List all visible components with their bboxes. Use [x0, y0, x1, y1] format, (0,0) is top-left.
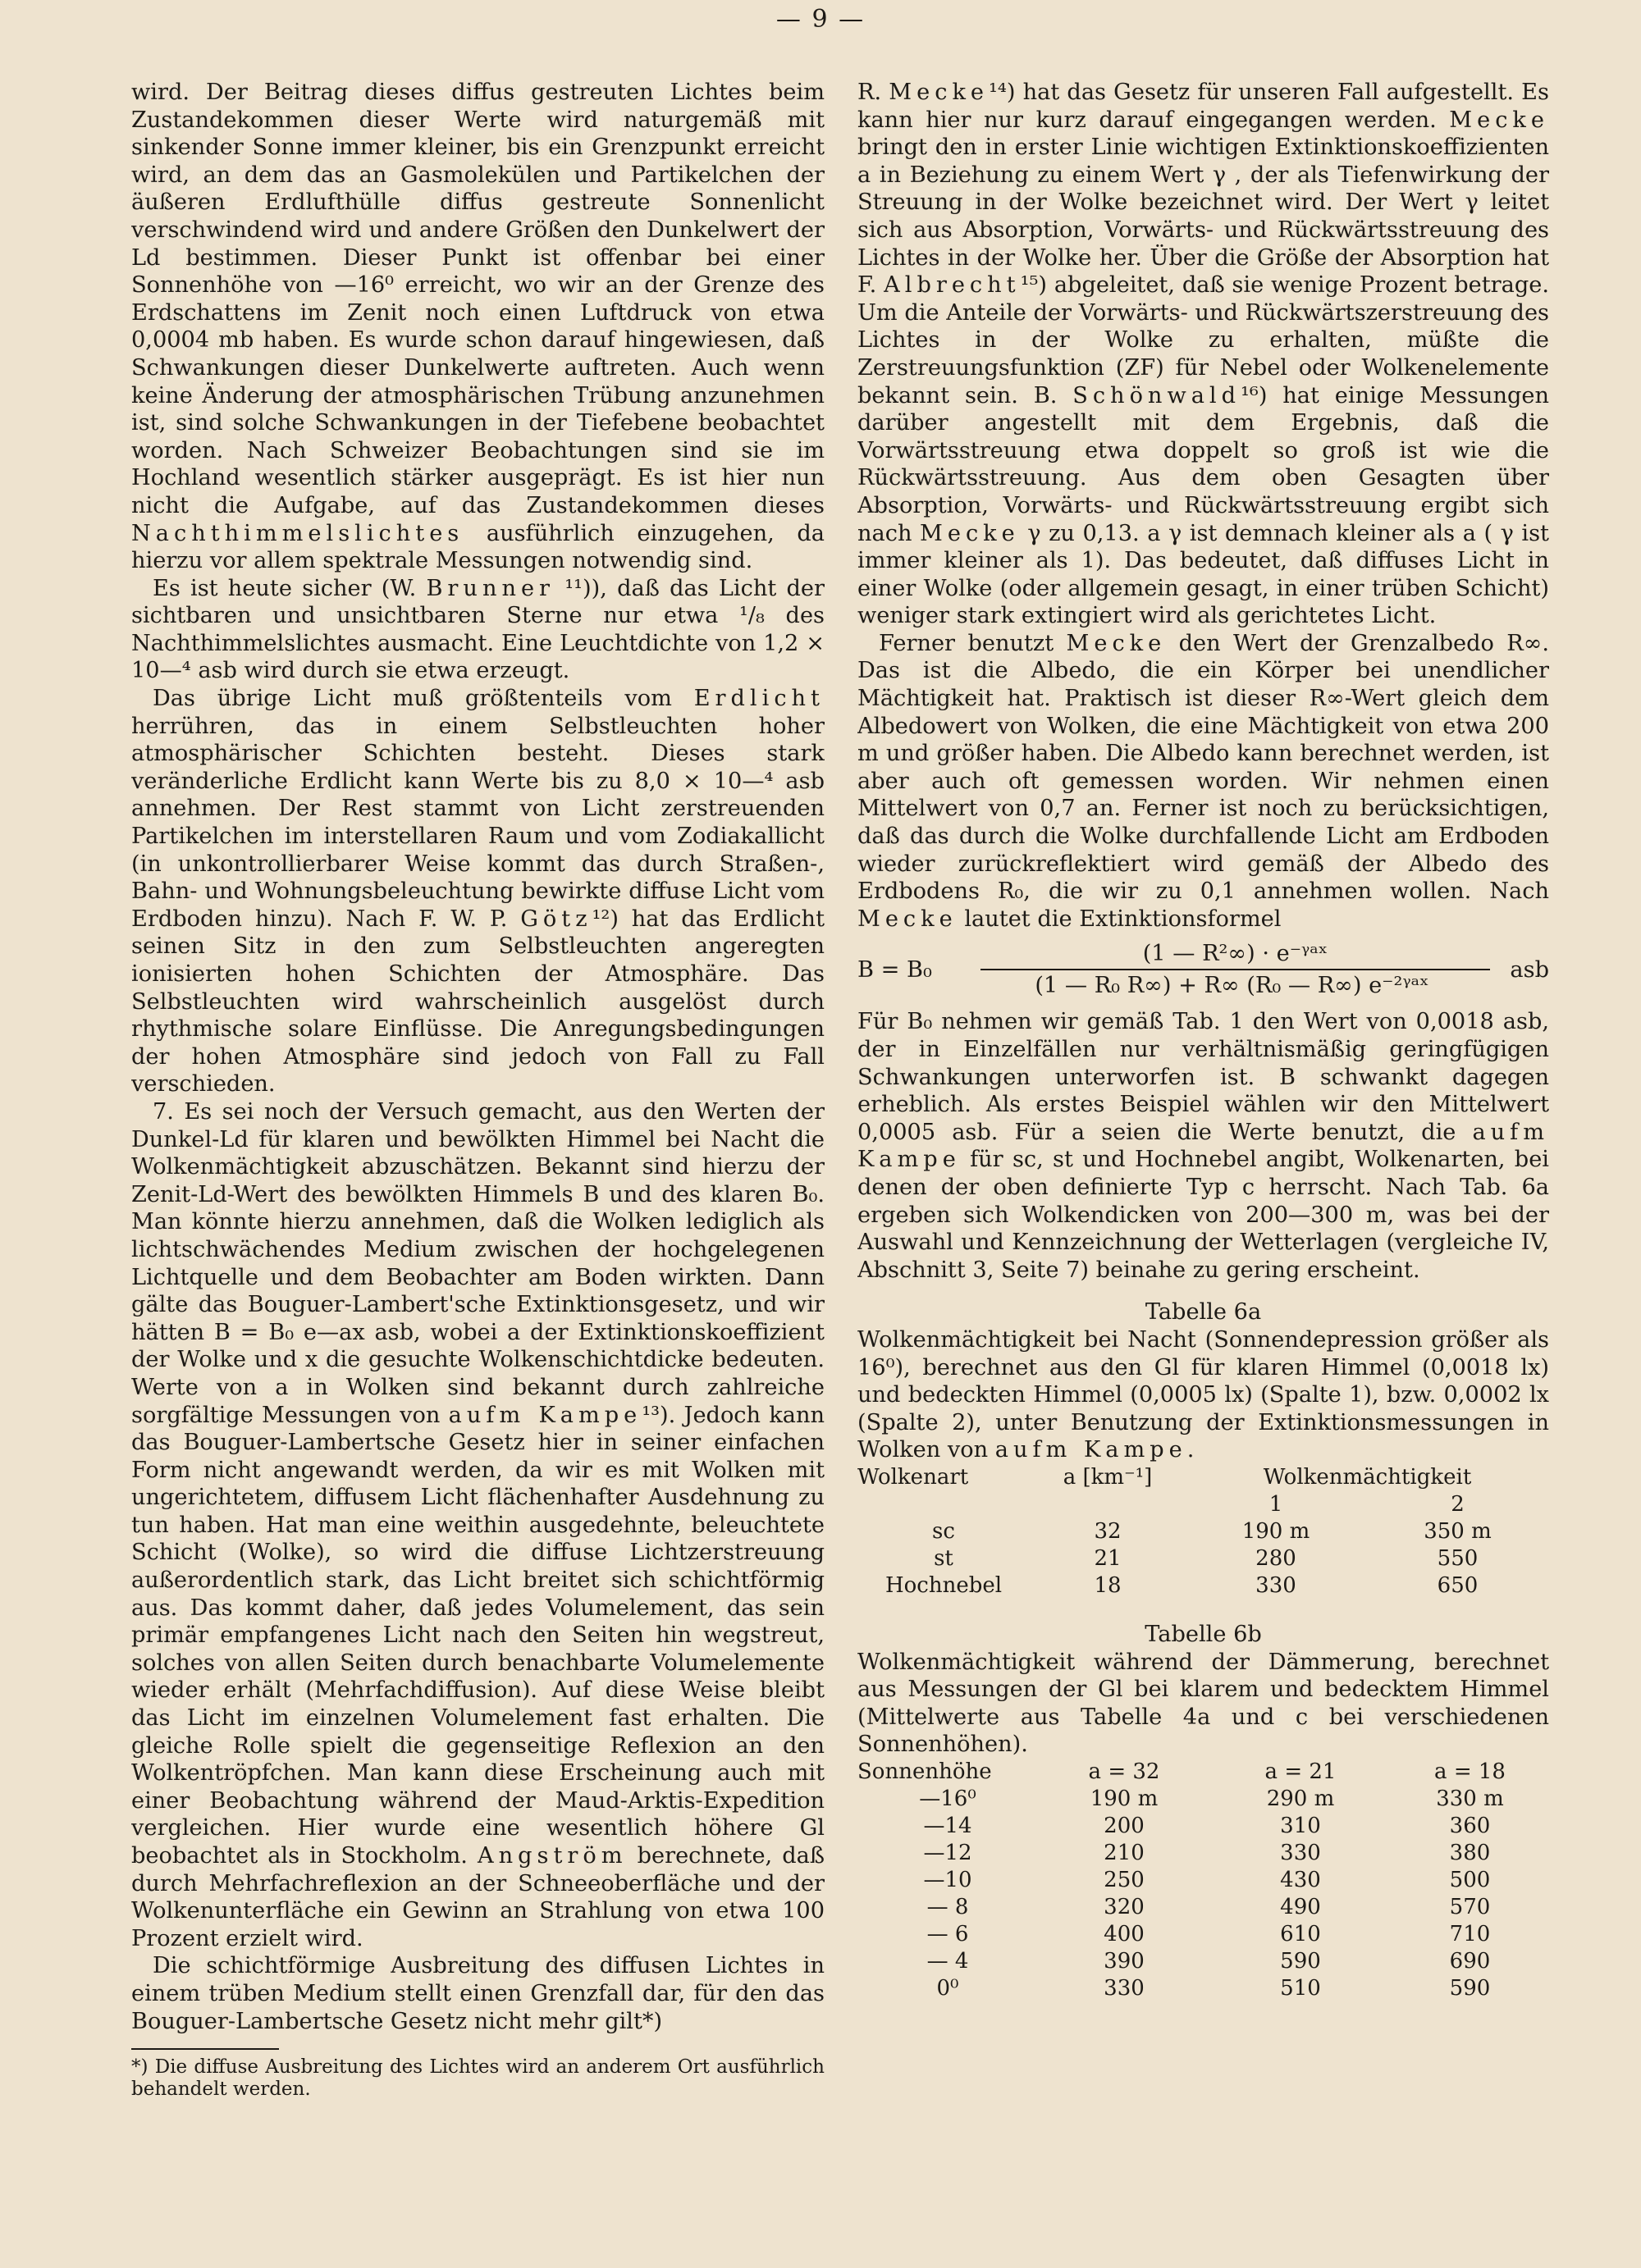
text-run: ausführlich einzugehen, da hierzu vor allem spektrale Messungen notwendig sind.: [131, 520, 825, 574]
table-row: [857, 1786, 1549, 1813]
table-row: [857, 1518, 1549, 1545]
paragraph: [131, 1098, 825, 1952]
table-row: [857, 1840, 1549, 1867]
spaced-name: Mecke: [889, 80, 990, 105]
table-cell: 330: [1280, 1840, 1321, 1865]
text-run: 7. Es sei noch der Versuch gemacht, aus den Werten der Dunkel-Ld für klaren und bewölkten Himmel bei Nacht die Wolkenmächtigkeit abzuschätzen. Bekannt sind hierzu der Zenit-Ld-Wert des bewölkten Himmels B und des klaren B₀. Man könnte hierzu annehmen, daß die Wolken lediglich als lichtschwächendes Medium zwischen der hochgelegenen Lichtquelle und dem Beobachter am Boden wirkten. Dann gälte das Bouguer-Lambert'sche Extinktionsgesetz, und wir hätten B = B₀ e—ax asb, wobei a der Extinktionskoeffizient der Wolke und x die gesuchte Wolkenschichtdicke bedeuten. Werte von a in Wolken sind bekannt durch zahlreiche sorgfältige Messungen von: [131, 1098, 825, 1428]
right-column-body-top: [857, 79, 1549, 933]
text-run: Es ist heute sicher (W.: [153, 575, 427, 601]
text-run: γ zu 0,13. a γ ist demnach kleiner als a ( γ ist immer kleiner als 1). Das bedeutet, daß diffuses Licht in einer Wolke (oder allgemein gesagt, in einer trüben Schicht) weniger stark extingiert wird als gerichtetes Licht.: [857, 520, 1549, 629]
paragraph: [131, 575, 825, 685]
text-run: Wolkenmächtigkeit bei Nacht (Sonnendepression größer als 16⁰), berechnet aus den Gl für klaren Himmel (0,0018 lx) und bedeckten Himmel (0,0005 lx) (Spalte 1), bzw. 0,0002 lx (Spalte 2), unter Benutzung der Extinktionsmessungen in Wolken von: [857, 1326, 1549, 1463]
page-number: — 9 —: [775, 5, 866, 34]
table-6a-header-cell: Wolkenart: [857, 1464, 969, 1490]
formula-lhs: B = B₀: [857, 956, 932, 983]
table-6b-body: [857, 1786, 1549, 2002]
table-6b: [857, 1759, 1549, 2002]
table-cell: 21: [1094, 1545, 1122, 1571]
table-cell: 550: [1437, 1545, 1479, 1571]
paragraph: [857, 1008, 1549, 1284]
table-cell: 360: [1449, 1813, 1491, 1838]
table-cell: — 8: [926, 1894, 969, 1919]
table-cell: 310: [1280, 1813, 1321, 1838]
text-run: berechnete, daß durch Mehrfachreflexion an der Schneeoberfläche und der Wolkenunterfläche ein Gewinn an Strahlung von etwa 100 Prozent erzielt wird.: [131, 1843, 825, 1951]
table-cell: 500: [1449, 1867, 1491, 1892]
table-6b-header-cell: a = 32: [1088, 1759, 1160, 1784]
spaced-name: aufm Kampe: [448, 1402, 642, 1428]
text-run: Für B₀ nehmen wir gemäß Tab. 1 den Wert von 0,0018 asb, der in Einzelfällen nur verhältnismäßig geringfügigen Schwankungen unterworfen ist. B schwankt dagegen erheblich. Als erstes Beispiel wählen wir den Mittelwert 0,0005 asb. Für a seien die Werte benutzt, die: [857, 1009, 1549, 1145]
spaced-name: aufm Kampe: [857, 1119, 1549, 1173]
table-6b-header-cell: Sonnenhöhe: [857, 1759, 992, 1784]
table-cell: 590: [1449, 1975, 1491, 2001]
text-run: Das übrige Licht muß größtenteils vom: [153, 686, 694, 712]
spaced-name: Brunner: [426, 575, 555, 601]
text-run: Die schichtförmige Ausbreitung des diffusen Lichtes in einem trüben Medium stellt einen Grenzfall dar, für den das Bouguer-Lambertsche Gesetz nicht mehr gilt*): [131, 1953, 825, 2034]
text-run: wird. Der Beitrag dieses diffus gestreuten Lichtes beim Zustandekommen dieser Werte wird naturgemäß mit sinkender Sonne immer kleiner, bis ein Grenzpunkt erreicht wird, an dem das an Gasmolekülen und Partikelchen der äußeren Erdlufthülle diffus gestreute Sonnenlicht verschwindend wird und andere Größen den Dunkelwert der Ld bestimmen. Dieser Punkt ist offenbar bei einer Sonnenhöhe von —16⁰ erreicht, wo wir an der Grenze des Erdschattens im Zenit noch einen Luftdruck von etwa 0,0004 mb haben. Es wurde schon darauf hingewiesen, daß Schwankungen dieser Dunkelwerte auftreten. Auch wenn keine Änderung der atmosphärischen Trübung anzunehmen ist, sind solche Schwankungen in der Tiefebene beobachtet worden. Nach Schweizer Beobachtungen sind sie im Hochland wesentlich stärker ausgeprägt. Es ist hier nun nicht die Aufgabe, auf das Zustandekommen dieses: [131, 80, 825, 518]
spaced-name: Mecke: [857, 906, 958, 932]
table-6b-caption: Wolkenmächtigkeit während der Dämmerung, berechnet aus Messungen der Gl bei klarem und bedecktem Himmel (Mittelwerte aus Tabelle 4a und c bei verschiedenen Sonnenhöhen).: [857, 1649, 1549, 1758]
spaced-name: Mecke: [920, 520, 1020, 546]
table-cell: 400: [1104, 1921, 1145, 1946]
footnote-divider: [131, 2048, 279, 2050]
table-6a-subheader-row: [857, 1491, 1549, 1518]
table-cell: 320: [1104, 1894, 1145, 1919]
table-6a-header-cell: Wolkenmächtigkeit: [1263, 1464, 1472, 1490]
table-cell: —10: [923, 1867, 972, 1892]
table-cell: 330 m: [1436, 1786, 1504, 1811]
table-row: [857, 1545, 1549, 1572]
paragraph: [131, 1952, 825, 2035]
table-cell: 610: [1280, 1921, 1321, 1946]
table-cell: 510: [1280, 1975, 1321, 2001]
table-cell: 210: [1104, 1840, 1145, 1865]
table-cell: 32: [1094, 1518, 1122, 1544]
table-cell: 280: [1255, 1545, 1296, 1571]
table-cell: st: [934, 1545, 953, 1571]
table-cell: 18: [1094, 1572, 1122, 1598]
table-cell: — 6: [926, 1921, 969, 1946]
table-cell: sc: [932, 1518, 955, 1544]
spaced-name: Schönwald: [1072, 382, 1241, 408]
table-cell: Hochnebel: [884, 1572, 1003, 1598]
table-6b-header-cell: a = 21: [1264, 1759, 1337, 1784]
table-cell: 330: [1104, 1975, 1145, 2001]
table-6a-subheader-cell: 1: [1268, 1491, 1283, 1517]
paragraph: [131, 79, 825, 575]
text-run: lautet die Extinktionsformel: [957, 906, 1282, 932]
table-cell: 390: [1104, 1948, 1145, 1974]
spaced-name: Mecke: [1449, 107, 1549, 133]
text-run: herrühren, das in einem Selbstleuchten hoher atmosphärischer Schichten besteht. Dieses stark veränderliche Erdlicht kann Werte bis zu 8,0 × 10—⁴ asb annehmen. Der Rest stammt von Licht zerstreuenden Partikelchen im interstellaren Raum und vom Zodiakallicht (in unkontrollierbarer Weise kommt das durch Straßen-, Bahn- und Wohnungsbeleuchtung bewirkte diffuse Licht vom Erdboden hinzu). Nach F. W. P.: [131, 713, 825, 932]
table-cell: 430: [1280, 1867, 1321, 1892]
table-cell: — 4: [926, 1948, 969, 1974]
table-cell: 590: [1280, 1948, 1321, 1974]
formula-fraction: [980, 940, 1483, 1000]
spaced-name: Götz: [520, 906, 592, 932]
table-row: [857, 1813, 1549, 1840]
table-cell: 190 m: [1090, 1786, 1159, 1811]
left-column: [131, 79, 825, 2244]
text-run: Ferner benutzt: [879, 630, 1067, 656]
table-cell: 0⁰: [936, 1975, 959, 2001]
table-cell: 570: [1449, 1894, 1491, 1919]
spaced-name: Nachthimmelslichtes: [131, 520, 464, 546]
table-cell: —16⁰: [919, 1786, 976, 1811]
text-run: .: [1186, 1437, 1195, 1463]
table-cell: 250: [1104, 1867, 1145, 1892]
paragraph: [857, 79, 1549, 630]
text-run: für sc, st und Hochnebel angibt, Wolkenarten, bei denen der oben definierte Typ c herrscht. Nach Tab. 6a ergeben sich Wolkendicken von 200—300 m, was bei der Auswahl und Kennzeichnung der Wetterlagen (vergleiche IV, Abschnitt 3, Seite 7) beinahe zu gering erscheint.: [857, 1147, 1549, 1283]
table-cell: 380: [1449, 1840, 1491, 1865]
text-run: den Wert der Grenzalbedo R∞. Das ist die Albedo, die ein Körper bei unendlicher Mächtigkeit hat. Praktisch ist dieser R∞-Wert gleich dem Albedowert von Wolken, die eine Mächtigkeit von etwa 200 m und größer haben. Die Albedo kann berechnet werden, ist aber auch oft gemessen worden. Wir nehmen einen Mittelwert von 0,7 an. Ferner ist noch zu berücksichtigen, daß das durch die Wolke durchfallende Licht am Erdboden wieder zurückreflektiert wird gemäß der Albedo des Erdbodens R₀, die wir zu 0,1 annehmen wollen. Nach: [857, 630, 1549, 905]
table-row: [857, 1975, 1549, 2002]
text-run: ¹¹)), daß das Licht der sichtbaren und unsichtbaren Sterne nur etwa ¹/₈ des Nachthimmelslichtes ausmacht. Eine Leuchtdichte von 1,2 × 10—⁴ asb wird durch sie etwa erzeugt.: [131, 575, 825, 684]
footnote: *) Die diffuse Ausbreitung des Lichtes wird an anderem Ort ausführlich behandelt werden.: [131, 2056, 825, 2101]
text-run: R.: [857, 80, 889, 105]
table-row: [857, 1894, 1549, 1921]
left-column-body: [131, 79, 825, 2035]
table-cell: 190 m: [1241, 1518, 1310, 1544]
table-cell: 490: [1280, 1894, 1321, 1919]
table-cell: 200: [1104, 1813, 1145, 1838]
table-6a-title: Tabelle 6a: [1145, 1299, 1262, 1326]
spaced-name: Erdlicht: [693, 686, 825, 712]
right-column-body-bottom: [857, 1008, 1549, 1284]
table-6a-header-cell: a [km⁻¹]: [1063, 1464, 1153, 1490]
table-6a-subheader-cell: 2: [1451, 1491, 1465, 1517]
paragraph: [857, 630, 1549, 933]
text-run: ¹³). Jedoch kann das Bouguer-Lambertsche Gesetz hier in seiner einfachen Form nicht angewandt werden, da wir es mit Wolken mit ungerichtetem, diffusem Licht flächenhafter Ausdehnung zu tun haben. Hat man eine weithin ausgedehnte, beleuchtete Schicht (Wolke), so wird die diffuse Lichtzerstreuung außerordentlich stark, das Licht breitet sich schichtförmig aus. Das kommt daher, daß jedes Volumelement, das sein primär empfangenes Licht nach den Seiten hin wegstreut, solches von allen Seiten durch benachbarte Volumelemente wieder erhält (Mehrfachdiffusion). Auf diese Weise bleibt das Licht im einzelnen Volumelement fast erhalten. Die gleiche Rolle spielt die gegenseitige Reflexion an den Wolkentröpfchen. Man kann diese Erscheinung auch mit einer Beobachtung während der Maud-Arktis-Expedition vergleichen. Hier wurde eine wesentlich höhere Gl beobachtet als in Stockholm.: [131, 1402, 825, 1869]
table-row: [857, 1572, 1549, 1599]
formula-unit: asb: [1510, 956, 1549, 983]
table-cell: 290 m: [1266, 1786, 1335, 1811]
table-row: [857, 1921, 1549, 1948]
table-row: [857, 1948, 1549, 1975]
spaced-name: aufm Kampe: [994, 1437, 1187, 1463]
spaced-name: Angström: [477, 1843, 628, 1869]
table-cell: —12: [923, 1840, 972, 1865]
formula-numerator: (1 — R²∞) · e⁻ᵞᵃˣ: [980, 940, 1490, 971]
table-cell: 650: [1437, 1572, 1479, 1598]
text-run: ¹⁵) abgeleitet, daß sie wenige Prozent betrage. Um die Anteile der Vorwärts- und Rückwärtszerstreuung des Lichtes in der Wolke zu erhalten, müßte die Zerstreuungsfunktion (ZF) für Nebel oder Wolkenelemente bekannt sein. B.: [857, 272, 1549, 408]
table-6a: [857, 1464, 1549, 1599]
paragraph: [131, 685, 825, 1098]
spaced-name: Mecke: [1066, 630, 1167, 656]
table-cell: 710: [1449, 1921, 1491, 1946]
text-run: ¹⁶) hat einige Messungen darüber angestellt mit dem Ergebnis, daß die Vorwärtsstreuung etwa doppelt so groß ist wie die Rückwärtsstreuung. Aus dem oben Gesagten über Absorption, Vorwärts- und Rückwärtsstreuung ergibt sich nach: [857, 382, 1549, 546]
table-row: [857, 1867, 1549, 1894]
text-run: bringt den in erster Linie wichtigen Extinktionskoeffizienten a in Beziehung zu einem Wert γ , der als Tiefenwirkung der Streuung in der Wolke bezeichnet wird. Der Wert γ leitet sich aus Absorption, Vorwärts- und Rückwärtsstreuung des Lichtes in der Wolke her. Über die Größe der Absorption hat F.: [857, 135, 1549, 299]
spaced-name: Albrecht: [884, 272, 1021, 299]
text-run: ¹⁴) hat das Gesetz für unseren Fall aufgestellt. Es kann hier nur kurz darauf eingegangen werden.: [857, 80, 1549, 133]
table-6b-title: Tabelle 6b: [1145, 1621, 1262, 1647]
right-column: [857, 79, 1549, 2244]
table-cell: 350 m: [1424, 1518, 1492, 1544]
table-6b-header-cell: a = 18: [1434, 1759, 1506, 1784]
text-run: ¹²) hat das Erdlicht seinen Sitz in den zum Selbstleuchten angeregten ionisierten hohen Schichten der Atmosphäre. Das Selbstleuchten wird wahrscheinlich ausgelöst durch rhythmische solare Einflüsse. Die Anregungsbedingungen der hohen Atmosphäre sind jedoch von Fall zu Fall verschieden.: [131, 906, 825, 1097]
table-cell: 330: [1255, 1572, 1296, 1598]
table-cell: —14: [923, 1813, 972, 1838]
table-6a-body: [857, 1518, 1549, 1599]
extinction-formula: [857, 934, 1549, 1005]
table-6a-caption: [857, 1326, 1549, 1464]
table-cell: 690: [1449, 1948, 1491, 1974]
table-6a-header-row: [857, 1464, 1549, 1491]
table-6b-header-row: [857, 1759, 1549, 1786]
formula-denominator: (1 — R₀ R∞) + R∞ (R₀ — R∞) e⁻²ᵞᵃˣ: [1035, 973, 1429, 999]
